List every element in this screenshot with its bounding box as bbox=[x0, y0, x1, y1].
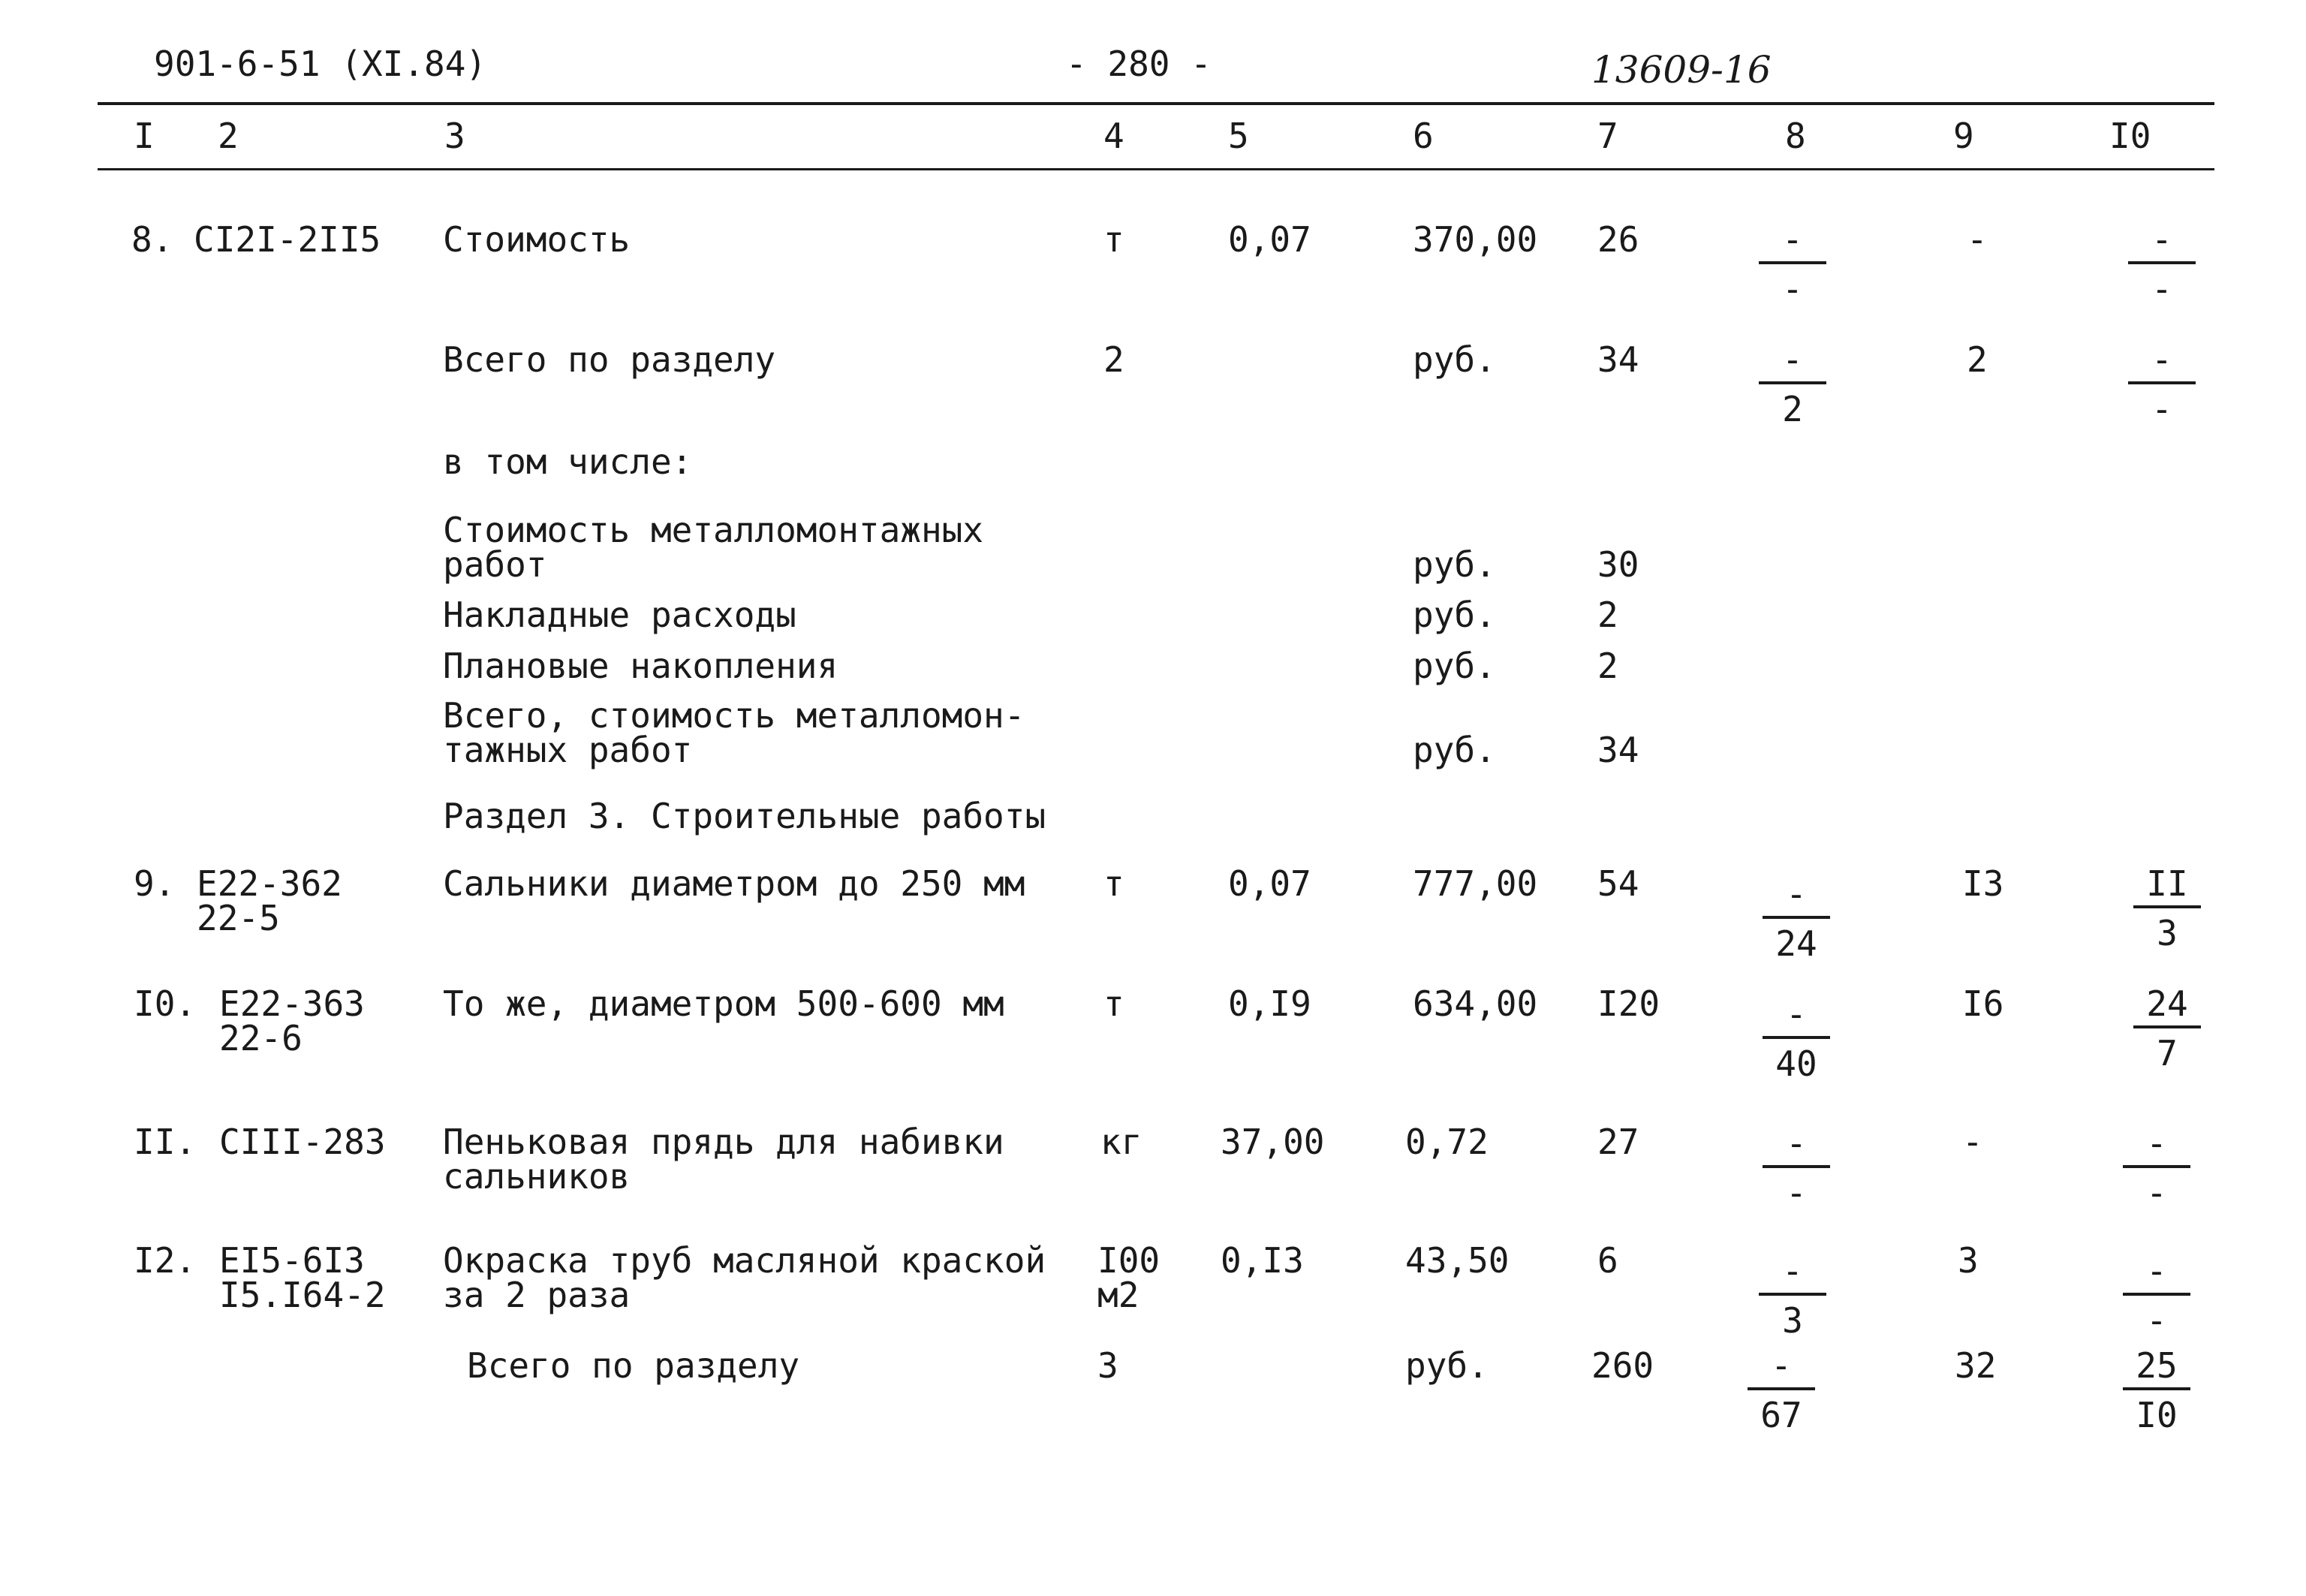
fraction-bar bbox=[2133, 1025, 2201, 1028]
currency: руб. bbox=[1413, 544, 1496, 585]
currency: руб. bbox=[1413, 646, 1496, 686]
fraction-bar bbox=[1759, 381, 1826, 384]
column-9-value: - bbox=[1962, 1122, 1983, 1162]
fraction-bar bbox=[1763, 1165, 1830, 1168]
column-header: 4 bbox=[1103, 116, 1124, 156]
fraction-numerator: - bbox=[1782, 219, 1803, 260]
fraction-bar bbox=[1763, 1036, 1830, 1039]
column-9-value: 3 bbox=[1958, 1240, 1979, 1281]
fraction-bar bbox=[1748, 1387, 1815, 1390]
unit: т bbox=[1103, 863, 1124, 904]
total-cost: 34 bbox=[1597, 730, 1639, 770]
fraction-denominator: - bbox=[1786, 1173, 1807, 1213]
column-8-fraction bbox=[1755, 874, 1838, 964]
column-10-fraction bbox=[2115, 1345, 2198, 1435]
column-9-value: - bbox=[1967, 219, 1988, 260]
rate-code: CI2I-2II5 bbox=[194, 219, 381, 260]
header-bottom-rule bbox=[98, 168, 2214, 170]
top-rule bbox=[98, 102, 2214, 105]
fraction-bar bbox=[2133, 905, 2201, 908]
quantity: 0,I9 bbox=[1228, 983, 1311, 1024]
fraction-bar bbox=[2128, 381, 2196, 384]
fraction-denominator: - bbox=[2151, 389, 2172, 429]
column-8-fraction bbox=[1740, 1345, 1823, 1435]
section-number: 3 bbox=[1097, 1345, 1118, 1386]
column-10-fraction bbox=[2115, 1251, 2198, 1341]
fraction-numerator: II bbox=[2146, 863, 2188, 904]
fraction-denominator: 24 bbox=[1775, 923, 1817, 964]
fraction-bar bbox=[2123, 1293, 2190, 1296]
total-cost: 54 bbox=[1597, 863, 1639, 904]
column-8-fraction bbox=[1751, 219, 1834, 309]
fraction-numerator: - bbox=[1786, 1123, 1807, 1164]
column-header: 5 bbox=[1228, 116, 1249, 156]
total-cost: I20 bbox=[1597, 983, 1660, 1024]
fraction-numerator: - bbox=[1786, 874, 1807, 914]
item-name: Окраска труб масляной краской за 2 раза bbox=[443, 1240, 1046, 1315]
fraction-denominator: - bbox=[2146, 1173, 2167, 1213]
fraction-bar bbox=[1763, 916, 1830, 919]
column-8-fraction bbox=[1751, 1251, 1834, 1341]
currency: руб. bbox=[1413, 339, 1496, 380]
fraction-numerator: - bbox=[1771, 1345, 1792, 1386]
unit: т bbox=[1103, 983, 1124, 1024]
column-header: 9 bbox=[1953, 116, 1974, 156]
fraction-denominator: 3 bbox=[2157, 913, 2178, 953]
column-10-fraction bbox=[2121, 219, 2203, 309]
column-header: 2 bbox=[218, 116, 239, 156]
column-8-fraction bbox=[1755, 1123, 1838, 1213]
column-9-value: I6 bbox=[1962, 983, 2004, 1024]
item-name: Пеньковая прядь для набивки сальников bbox=[443, 1122, 1004, 1197]
item-name: Всего по разделу bbox=[467, 1345, 800, 1386]
total-cost: 34 bbox=[1597, 339, 1639, 380]
column-9-value: 2 bbox=[1967, 339, 1988, 380]
column-10-fraction bbox=[2121, 339, 2203, 429]
fraction-numerator: - bbox=[1782, 1251, 1803, 1291]
column-8-fraction bbox=[1751, 339, 1834, 429]
unit: кг bbox=[1100, 1122, 1142, 1162]
fraction-numerator: - bbox=[2151, 219, 2172, 260]
quantity: 0,I3 bbox=[1221, 1240, 1304, 1281]
column-header: I bbox=[134, 116, 155, 156]
fraction-denominator: I0 bbox=[2136, 1395, 2178, 1435]
fraction-numerator: - bbox=[2151, 339, 2172, 380]
quantity: 37,00 bbox=[1221, 1122, 1325, 1162]
fraction-denominator: 67 bbox=[1760, 1395, 1802, 1435]
unit-price: 0,72 bbox=[1405, 1122, 1489, 1162]
fraction-numerator: 25 bbox=[2136, 1345, 2178, 1386]
item-name: Плановые накопления bbox=[443, 646, 838, 686]
fraction-denominator: - bbox=[2146, 1300, 2167, 1341]
page-number: - 280 - bbox=[1066, 44, 1212, 84]
fraction-numerator: - bbox=[1782, 339, 1803, 380]
total-cost: 27 bbox=[1597, 1122, 1639, 1162]
fraction-numerator: - bbox=[2146, 1251, 2167, 1291]
row-number: 9. bbox=[134, 863, 176, 904]
row-number: I2. bbox=[134, 1240, 197, 1281]
column-10-fraction bbox=[2126, 863, 2208, 953]
unit: т bbox=[1103, 219, 1124, 260]
fraction-denominator: 7 bbox=[2157, 1033, 2178, 1074]
unit: I00 м2 bbox=[1097, 1240, 1161, 1315]
total-cost: 30 bbox=[1597, 544, 1639, 585]
column-header: 6 bbox=[1413, 116, 1434, 156]
row-number: I0. bbox=[134, 983, 197, 1024]
fraction-denominator: 3 bbox=[1782, 1300, 1803, 1341]
quantity: 0,07 bbox=[1228, 863, 1311, 904]
item-name: Накладные расходы bbox=[443, 595, 796, 635]
column-10-fraction bbox=[2126, 983, 2208, 1074]
total-cost: 2 bbox=[1597, 595, 1618, 635]
rate-code: E22-362 22-5 bbox=[197, 863, 342, 938]
fraction-bar bbox=[1759, 1293, 1826, 1296]
unit-price: 634,00 bbox=[1413, 983, 1538, 1024]
fraction-bar bbox=[2123, 1387, 2190, 1390]
item-name: Сальники диаметром до 250 мм bbox=[443, 863, 1025, 904]
column-10-fraction bbox=[2115, 1123, 2198, 1213]
total-cost: 260 bbox=[1591, 1345, 1654, 1386]
fraction-denominator: 2 bbox=[1782, 389, 1803, 429]
rate-code: E22-363 22-6 bbox=[219, 983, 365, 1058]
row-number: II. bbox=[134, 1122, 197, 1162]
rate-code: EI5-6I3 I5.I64-2 bbox=[219, 1240, 386, 1315]
fraction-bar bbox=[2123, 1165, 2190, 1168]
including-label: в том числе: bbox=[443, 441, 693, 482]
item-name: То же, диаметром 500-600 мм bbox=[443, 983, 1004, 1024]
row-number: 8. bbox=[131, 219, 173, 260]
column-9-value: I3 bbox=[1962, 863, 2004, 904]
fraction-denominator: - bbox=[1782, 269, 1803, 309]
column-8-fraction bbox=[1755, 994, 1838, 1084]
rate-code: CIII-283 bbox=[219, 1122, 386, 1162]
column-9-value: 32 bbox=[1955, 1345, 1997, 1386]
section-number: 2 bbox=[1103, 339, 1124, 380]
fraction-bar bbox=[1759, 261, 1826, 264]
column-header: 7 bbox=[1597, 116, 1618, 156]
total-cost: 26 bbox=[1597, 219, 1639, 260]
total-cost: 6 bbox=[1597, 1240, 1618, 1281]
item-name: Всего по разделу bbox=[443, 339, 776, 380]
handwritten-reference: 13609-16 bbox=[1591, 48, 1772, 92]
unit-price: 777,00 bbox=[1413, 863, 1538, 904]
unit-price: 43,50 bbox=[1405, 1240, 1510, 1281]
document-code: 901-6-51 (XI.84) bbox=[154, 44, 487, 84]
fraction-numerator: 24 bbox=[2146, 983, 2188, 1024]
fraction-denominator: 40 bbox=[1775, 1043, 1817, 1084]
fraction-numerator: - bbox=[1786, 994, 1807, 1034]
fraction-bar bbox=[2128, 261, 2196, 264]
unit-price: 370,00 bbox=[1413, 219, 1538, 260]
item-name: Всего, стоимость металломон- тажных работ bbox=[443, 695, 1025, 770]
section-heading: Раздел 3. Строительные работы bbox=[443, 796, 1046, 836]
total-cost: 2 bbox=[1597, 646, 1618, 686]
column-header: 3 bbox=[444, 116, 465, 156]
item-name: Стоимость металломонтажных работ bbox=[443, 510, 984, 585]
quantity: 0,07 bbox=[1228, 219, 1311, 260]
column-header: 8 bbox=[1785, 116, 1806, 156]
fraction-numerator: - bbox=[2146, 1123, 2167, 1164]
item-name: Стоимость bbox=[443, 219, 631, 260]
fraction-denominator: - bbox=[2151, 269, 2172, 309]
currency: руб. bbox=[1405, 1345, 1489, 1386]
currency: руб. bbox=[1413, 595, 1496, 635]
currency: руб. bbox=[1413, 730, 1496, 770]
column-header: I0 bbox=[2109, 116, 2151, 156]
